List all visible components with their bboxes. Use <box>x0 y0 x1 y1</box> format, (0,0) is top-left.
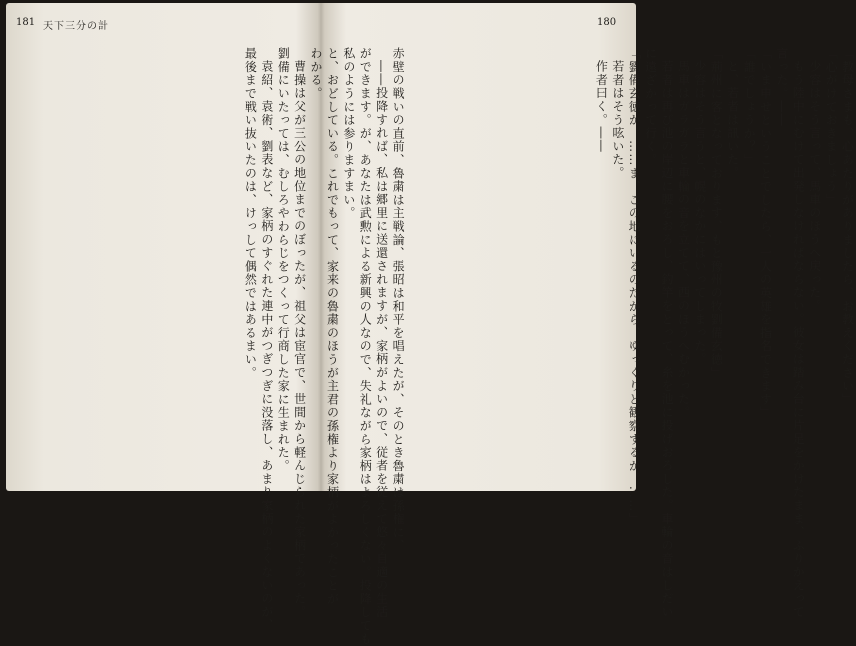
text-line: 袁紹、袁術、劉表など、家柄のすぐれた連中がつぎつぎに没落し、あまり家柄のよくないのが、 <box>259 60 274 632</box>
text-line: と、若者は訊いた。 <box>725 60 740 180</box>
text-line: 若者はそう呟いた。 <box>610 60 625 180</box>
text-line: 最後まで戦い抜いたのは、けっして偶然ではあるまい。 <box>243 47 258 380</box>
text-line: 少容はそう言って、馬車のほうへ戻った。 <box>807 60 822 313</box>
text-line: 馬車はガラガラと車輪の音を立てて、西のほうへむかった。 <box>676 60 691 420</box>
text-line: と、おどしている。これでもって、家来の魯粛のほうが主君の孫権より家柄がよかったことが <box>325 47 340 606</box>
text-line: 「劉備玄徳か。……ま、この地にいるのだから、ゆっくりと観察するか。……」 <box>627 47 642 526</box>
text-line: 作者曰く。―― <box>594 60 609 154</box>
running-head: 天下三分の計 <box>43 21 109 32</box>
text-line: ができます。が、あなたは武勲による新興の人なので、失礼ながら家柄はよろしくない。投降しても <box>358 47 373 646</box>
right-page-text <box>593 47 856 619</box>
text-line: 「心がけておきましょう」 <box>824 47 839 207</box>
book-spread <box>6 3 855 646</box>
left-page-text <box>242 47 406 646</box>
text-line: 私のようには参りますまい。 <box>341 47 356 220</box>
text-line: 曹操は父が三公の地位までのぼったが、祖父は宦官で、世間から軽んじられた家柄であった。 <box>292 60 307 619</box>
text-line: 言った。―― <box>774 47 789 127</box>
right-page-number: 180 <box>597 17 617 28</box>
text-line: 赤壁の戦いの直前、魯粛は主戦論、張昭は和平を唱えたが、そのとき魯粛は孫権に、 <box>391 47 406 553</box>
text-line: 「いま申せということでしたら、一人の英雄を指名できます」 <box>758 47 773 420</box>
text-line: 「教母さまも、心あたりがありましたら、お教えください」 <box>840 47 855 407</box>
text-line: に遠ざかって行く。 <box>643 47 658 167</box>
text-line: 「誰でしょうか？」 <box>742 47 757 167</box>
text-line: 「荊州に客となっております、もと豫州の牧劉備玄徳」 <box>709 47 724 380</box>
text-line: わかる。 <box>309 47 324 101</box>
text-line: 劉備にいたっては、むしろやわらじをつくって行商した家に生まれた。 <box>276 47 291 473</box>
text-line: ――投降すれば、私は郷里に送還されますが、家柄がよいので、従者を従えて悠々自適の生活 <box>374 60 389 619</box>
text-line: もう陸中にむけて出発しなければならない。彼女は踏み台に片足をかけたまま、ふりかえって <box>791 60 806 619</box>
text-line: 若者は再び池の岸辺に腰をおろし、釣竿をとって、糸を池に投げおろした。車輪の音はしだい <box>660 60 675 619</box>
text-line: 少容はそう言うと、幌のなかにはいってしまった。 <box>692 60 707 366</box>
left-page-number: 181 <box>16 17 36 28</box>
